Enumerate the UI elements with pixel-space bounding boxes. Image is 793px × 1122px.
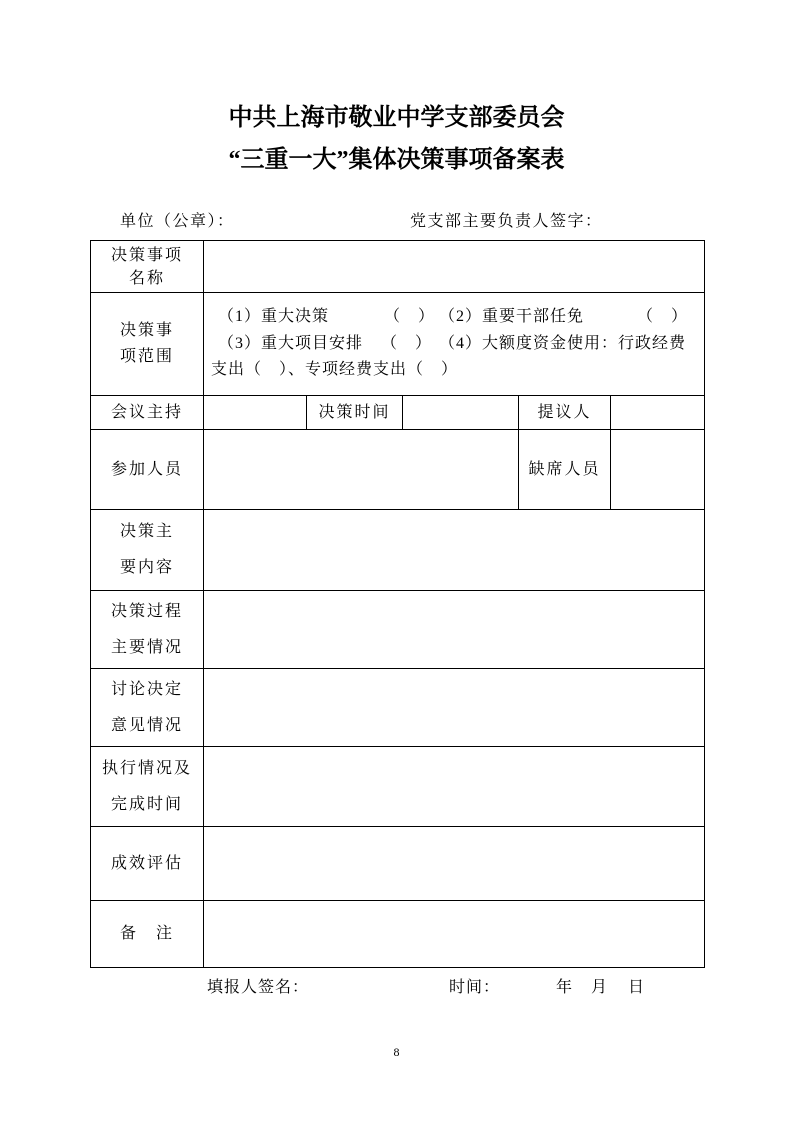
discussion-value-cell [204, 669, 705, 747]
meeting-host-value-cell [204, 396, 307, 430]
document-title-line2: “三重一大”集体决策事项备案表 [228, 147, 565, 173]
absentees-value-cell [611, 430, 705, 510]
remarks-label: 备 注 [91, 901, 204, 968]
main-content-label-line2: 要内容 [119, 559, 174, 576]
scope-option-major-decision-checkbox: （ ） [384, 308, 436, 325]
table-row-execution [91, 747, 705, 827]
decision-name-value-cell [204, 241, 705, 293]
table-row-meeting-info [91, 396, 705, 430]
table-row-attendance [91, 430, 705, 510]
decision-time-value-cell [403, 396, 519, 430]
document-title-line1: 中共上海市敬业中学支部委员会 [228, 105, 565, 131]
year-label: 年 [556, 979, 574, 996]
scope-option-major-project: （3）重大项目安排 [218, 335, 364, 352]
decision-name-label-line1: 决策事项 [110, 246, 183, 264]
meeting-host-label: 会议主持 [91, 396, 204, 430]
scope-option-major-project-checkbox: （ ） [381, 335, 433, 352]
decision-scope-label [91, 293, 204, 396]
discussion-label-line1: 讨论决定 [110, 680, 183, 698]
main-content-value-cell [204, 510, 705, 591]
scope-option-major-decision: （1）重大决策 [218, 308, 330, 325]
table-row-discussion [91, 669, 705, 747]
execution-label [91, 747, 204, 827]
table-row-decision-name [91, 241, 705, 293]
month-label: 月 [591, 979, 609, 996]
decision-process-value-cell [204, 591, 705, 669]
unit-seal-label: 单位（公章）： [120, 213, 235, 230]
execution-value-cell [204, 747, 705, 827]
table-row-effect-evaluation [91, 827, 705, 901]
discussion-label [91, 669, 204, 747]
page-number: 8 [393, 1045, 400, 1059]
absentees-label: 缺席人员 [519, 430, 611, 510]
discussion-label-line2: 意见情况 [110, 716, 183, 734]
filler-signature-label: 填报人签名： [207, 979, 310, 996]
leader-signature-label: 党支部主要负责人签字： [410, 213, 603, 230]
main-content-label [91, 510, 204, 591]
effect-evaluation-value-cell [204, 827, 705, 901]
scope-option-cadre-appointment-checkbox: （ ） [637, 308, 689, 325]
fill-time-label: 时间： [449, 979, 501, 996]
decision-process-label [91, 591, 204, 669]
table-row-main-content [91, 510, 705, 591]
execution-label-line1: 执行情况及 [101, 759, 192, 777]
decision-scope-options [204, 293, 704, 395]
proposer-value-cell [611, 396, 705, 430]
attendees-value-cell [204, 430, 519, 510]
main-content-label-line1: 决策主 [119, 523, 174, 540]
decision-scope-options-cell [204, 293, 705, 396]
table-row-decision-scope [91, 293, 705, 396]
decision-process-label-line1: 决策过程 [110, 602, 183, 620]
record-form-table [90, 240, 705, 968]
decision-name-label-line2: 名称 [128, 269, 165, 287]
scope-option-large-funds-continued: 支出（ ）、专项经费支出（ ） [211, 361, 459, 378]
attendees-label: 参加人员 [91, 430, 204, 510]
decision-process-label-line2: 主要情况 [110, 638, 183, 656]
scope-option-large-funds: （4）大额度资金使用：行政经费 [439, 335, 687, 352]
remarks-value-cell [204, 901, 705, 968]
proposer-label: 提议人 [519, 396, 611, 430]
scope-option-cadre-appointment: （2）重要干部任免 [439, 308, 585, 325]
decision-name-label [91, 241, 204, 293]
table-row-decision-process [91, 591, 705, 669]
day-label: 日 [628, 979, 646, 996]
decision-time-label: 决策时间 [307, 396, 403, 430]
table-row-remarks [91, 901, 705, 968]
decision-scope-label-line1: 决策事 [119, 322, 174, 339]
execution-label-line2: 完成时间 [110, 795, 183, 813]
effect-evaluation-label: 成效评估 [91, 827, 204, 901]
decision-scope-label-line2: 项范围 [119, 348, 174, 365]
